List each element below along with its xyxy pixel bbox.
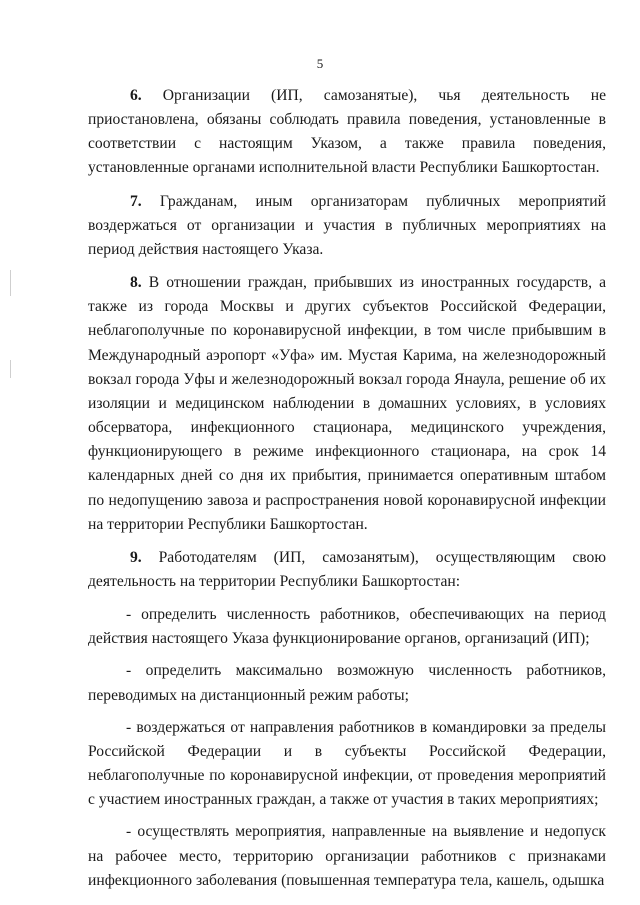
paragraph-number: 8. [130, 274, 142, 292]
scan-edge-mark [10, 270, 11, 296]
paragraph-text: В отношении граждан, прибывших из иностранных государств, а также из города Москвы и других субъектов Российской Федерации, неблагополучные по коронавирусной инфекции, в том числе прибывшим в Международный аэропорт «Уфа» им. Мустая Карима, на железнодорожный вокзал города Уфы и железнодорожный вокзал города Янаула, решение об их изоляции и медицинском наблюдении в домашних условиях, в условиях обсерватора, инфекционного стационара, медицинского учреждения, функционирующего в режиме инфекционного стационара, на срок 14 календарных дней со дня их прибытия, принимается оперативным штабом по недопущению завоза и распространения новой коронавирусной инфекции на территории Республики Башкортостан. [88, 274, 606, 533]
scan-edge-mark [10, 360, 11, 378]
paragraph-number: 6. [130, 87, 142, 104]
paragraph-number: 9. [130, 548, 142, 566]
list-item: - определить максимально возможную численность работников, переводимых на дистанционный режим работы; [88, 662, 606, 704]
paragraph-8 [88, 271, 606, 537]
document-body [88, 84, 606, 893]
list-item: - определить численность работников, обеспечивающих на период действия настоящего Указа функционирование органов, организаций (ИП); [88, 606, 606, 648]
paragraph-9 [88, 546, 606, 594]
list-item: - воздержаться от направления работников в командировки за пределы Российской Федерации и в субъекты Российской Федерации, неблагополучные по коронавирусной инфекции, от проведения мероприятий с участием иностранных граждан, а также от участия в таких мероприятиях; [88, 718, 606, 809]
paragraph-text: Гражданам, иным организаторам публичных мероприятий воздержаться от организации и участия в публичных мероприятиях на период действия настоящего Указа. [88, 192, 606, 258]
paragraph-text: Организации (ИП, самозанятые), чья деятельность не приостановлена, обязаны соблюдать правила поведения, установленные в соответствии с настоящим Указом, а также правила поведения, установленные органами исполнительной власти Республики Башкортостан. [88, 87, 606, 177]
paragraph-6 [88, 84, 606, 181]
page-number: 5 [316, 56, 324, 71]
list-item: - осуществлять мероприятия, направленные на выявление и недопуск на рабочее место, территорию организации работников с признаками инфекционного заболевания (повышенная температура тела, кашель, одышка [88, 823, 606, 889]
paragraph-7 [88, 190, 606, 262]
paragraph-text: Работодателям (ИП, самозанятым), осуществляющим свою деятельность на территории Республики Башкортостан: [88, 548, 606, 590]
paragraph-number: 7. [130, 192, 142, 210]
